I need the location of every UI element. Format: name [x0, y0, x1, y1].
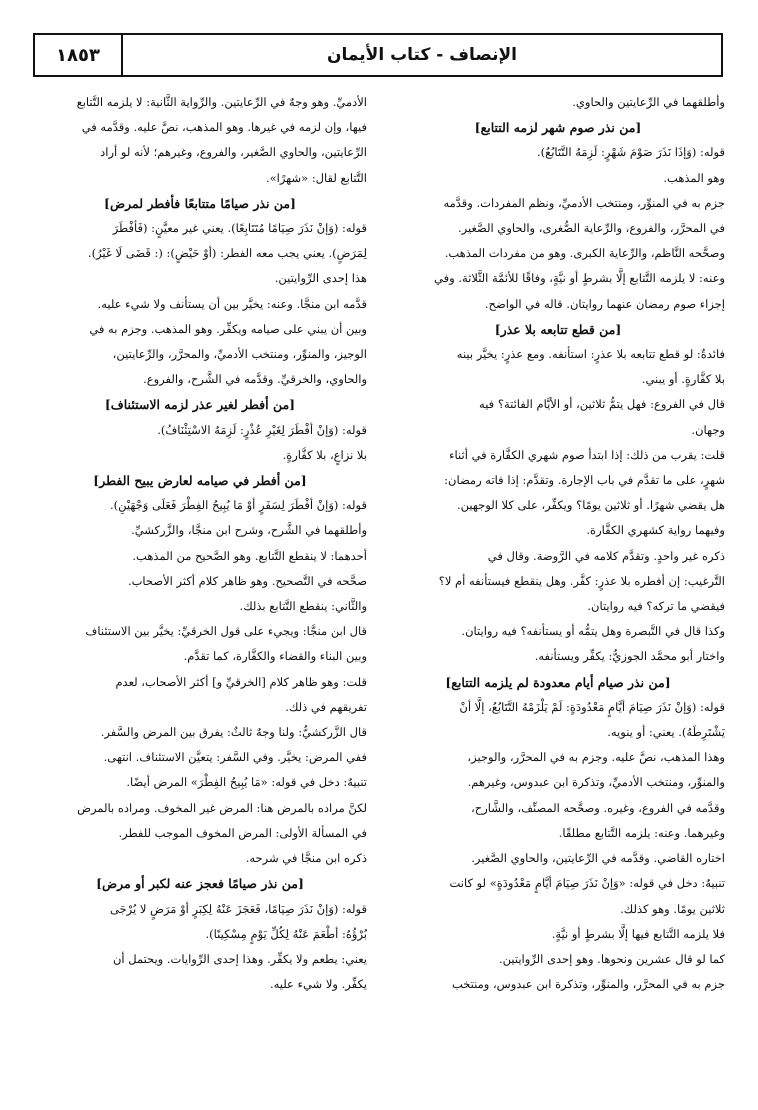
text-line: وقدَّمه في الفروع، وغيره. وصحَّحه المصنِّف، والشَّارح،	[471, 800, 725, 815]
text-line: أحدهما: لا ينقطع التَّتابع. وهو الصَّحيح من المذهب.	[132, 548, 367, 563]
text-line: والثَّاني: ينقطع التَّتابع بذلك.	[239, 599, 367, 614]
text-line: هذا إحدى الرِّوايتين.	[274, 271, 367, 286]
left-text-column	[33, 90, 367, 1100]
page-title: الإنصاف - كتاب الأيمان	[327, 45, 518, 65]
text-line: قال في الفروع: فهل يتمُّ ثلاثين، أو الأيَّام الفائتة؟ فيه	[479, 397, 725, 412]
text-line: قوله: (وَإنْ أفْطَرَ لِغَيْرِ عُذْرٍ: لَزِمَهُ الاسْتِئْنَافُ).	[157, 422, 367, 437]
page-number: ١٨٥٣	[56, 44, 100, 66]
text-line: ذكره غير واحدٍ. وتقدَّم كلامه في الرَّوضة. وقال في	[487, 548, 725, 563]
text-line: قوله: (وَإذَا نَذَرَ صَوْمَ شَهْرٍ: لَزِمَهُ التَّتَابُعُ).	[536, 145, 725, 160]
text-line: وأطلقهما في الشَّرح، وشرح ابن منجَّا، والزَّركشيِّ.	[131, 523, 367, 538]
text-line: هل يقضي شهرًا. أو ثلاثين يومًا؟ ويكفِّر، على كلا الوجهين.	[456, 498, 725, 513]
text-line: قوله: (وَإنْ نَذَرَ صِيَامًا، فَعَجَزَ عَنْهُ لِكِبَرٍ أوْ مَرَضٍ لا يُرْجَى	[109, 901, 367, 916]
section-heading: [من نذر صيامًا فعجز عنه لكبر أو مرض]	[96, 876, 304, 892]
text-line: والحاوي، والخرقيِّ. وقدَّمه في الشَّرح، والفروع.	[143, 372, 367, 387]
text-line: وفيهما رواية كشهري الكفَّارة.	[586, 523, 725, 538]
text-line: كما لو قال عشرين ونحوها. وهو إحدى الرِّوايتين.	[498, 951, 725, 966]
text-line: وغيرهما. وعنه: يلزمه التَّتابع مطلقًا.	[558, 825, 725, 840]
text-line: في المحرَّر، والفروع، والرِّعاية الصُّغرى، والحاوي الصَّغير.	[458, 221, 725, 236]
text-line: في المسألة الأولى: المرض المخوف الموجب للفطر.	[118, 825, 367, 840]
text-line: وهذا المذهب، نصَّ عليه. وجزم به في المحرَّر، والوجيز،	[467, 750, 725, 765]
text-line: قال ابن منجَّا: ويجيء على قول الخرقيِّ: يخيَّر بين الاستئناف	[85, 624, 367, 639]
text-line: فيقضي ما تركه؟ فيه روايتان.	[587, 599, 725, 614]
text-line: إجزاء صوم رمضان عنهما روايتان. قاله في الواضح.	[484, 296, 725, 311]
text-line: تفريقهم في ذلك.	[285, 699, 367, 714]
text-line: بلا نزاعٍ، بلا كفَّارةٍ.	[282, 447, 367, 462]
section-heading: [من نذر صيامًا متتابعًا فأفطر لمرض]	[104, 195, 296, 211]
text-line: جزم به في المحرَّر، والمنوِّر، وتذكرة ابن عبدوس، ومنتخب	[451, 977, 725, 992]
text-line: يكفِّر. ولا شيء عليه.	[269, 977, 367, 992]
text-line: قلت: يقرب من ذلك: إذا ابتدأ صوم شهري الكفَّارة في أثناء	[449, 447, 725, 462]
text-line: ثلاثين يومًا. وهو كذلك.	[620, 901, 725, 916]
header-divider	[121, 35, 123, 75]
text-line: وعنه: لا يلزمه التَّتابع إلَّا بشرطٍ أو نيَّةٍ، وفاقًا للأئمَّة الثَّلاثة. وفي	[434, 271, 725, 286]
section-heading: [من نذر صوم شهر لزمه التتابع]	[474, 120, 642, 136]
text-line: قوله: (وَإنْ نَذَرَ صِيَامًا مُتَتَابِعًا). يعني غير معيَّنٍ: (فَأفْطَرَ	[112, 221, 367, 236]
text-line: تنبيهٌ: دخل في قوله: «وَإنْ نَذَرَ صِيَامَ أيَّامٍ مَعْدُودَةٍ» لو كانت	[449, 876, 725, 891]
right-text-column	[391, 90, 725, 1100]
section-heading: [من أفطر لغير عذر لزمه الاستئناف]	[104, 397, 296, 413]
text-line: قلت: وهو ظاهر كلام [الخرقيِّ و] أكثر الأصحاب، لعدم	[115, 674, 367, 689]
text-line: لكنَّ مراده بالمرض هنا: المرض غير المخوف. ومراده بالمرض	[77, 800, 367, 815]
text-line: بُرْؤُهُ: أطْعَمَ عَنْهُ لِكُلِّ يَوْمٍ مِسْكِينًا).	[205, 926, 367, 941]
text-line: يعني: يطعم ولا يكفِّر. وهذا إحدى الرِّوايات. ويحتمل أن	[112, 951, 367, 966]
text-line: جزم به في المنوِّر، ومنتخب الأدميِّ، ونظم المفردات. وقدَّمه	[443, 195, 725, 210]
text-line: والمنوِّر، ومنتخب الأدميِّ، وتذكرة ابن عبدوس، وغيرهم.	[467, 775, 725, 790]
text-line: وبين أن يبني على صيامه ويكفِّر. وهو المذهب. وجزم به في	[89, 321, 367, 336]
text-line: وكذا قال في التَّبصرة وهل يتمُّه أو يستأنفه؟ فيه روايتان.	[461, 624, 725, 639]
text-line: تنبيهٌ: دخل في قوله: «مَا يُبِيحُ الفِطْرَ» المرض أيضًا.	[126, 775, 367, 790]
text-line: واختار أبو محمَّد الجوزيُّ: يكفِّر ويستأنفه.	[534, 649, 725, 664]
text-line: وبين البناء والقضاء والكفَّارة، كما تقدَّم.	[183, 649, 367, 664]
section-heading: [من نذر صيام أيام معدودة لم يلزمه التتابع]	[445, 674, 671, 690]
text-line: وأطلقهما في الرِّعايتين والحاوي.	[572, 95, 725, 109]
page-header	[33, 33, 723, 77]
text-line: وصحَّحه النَّاظم، والرِّعاية الكبرى. وهو من مفردات المذهب.	[444, 246, 725, 261]
text-line: قوله: (وَإنْ أفْطَرَ لِسَفَرٍ أوْ مَا يُبِيحُ الفِطْرَ فَعَلَى وَجْهَيْنِ).	[110, 498, 367, 513]
text-line: ففي المرض: يخيَّر. وفي السَّفر: يتعيَّن الاستئناف. انتهى.	[103, 750, 367, 765]
text-line: وجهان.	[691, 422, 725, 437]
text-line: بلا كفَّارةٍ. أو يبني.	[641, 372, 725, 387]
text-line: لِمَرَضٍ). يعني يجب معه الفطر: (أوْ حَيْضٍ): (: قَضَى لَا غَيْرُ).	[87, 246, 367, 261]
text-line: يَشْتَرِطَهُ). يعني: أو ينويه.	[607, 725, 725, 740]
text-line: التَّتابع لقال: «شهرًا».	[265, 170, 367, 185]
text-line: قال الزَّركشيُّ: ولنا وجهٌ ثالثٌ: يفرق بين المرض والسَّفر.	[100, 725, 367, 740]
text-line: صحَّحه في التَّصحيح. وهو ظاهر كلام أكثر الأصحاب.	[127, 573, 367, 588]
text-line: قوله: (وَإنْ نَذَرَ صِيَامَ أيَّامٍ مَعْدُودَةٍ: لَمْ يَلْزَمْهُ التَّتَابُعُ، إلَّا أنْ	[459, 699, 725, 714]
section-heading: [من قطع تتابعه بلا عذر]	[494, 321, 622, 337]
text-line: اختاره القاضي. وقدَّمه في الرِّعايتين، والحاوي الصَّغير.	[471, 851, 725, 866]
text-line: الأدميِّ. وهو وجهٌ في الرِّعايتين. والرِّواية الثَّانية: لا يلزمه التَّتابع	[76, 95, 367, 109]
text-line: فيها، وإن لزمه في غيرها. وهو المذهب، نصَّ عليه. وقدَّمه في	[81, 120, 367, 135]
text-line: شهرٍ، على ما تقدَّم في باب الإجارة. وتقدَّم: إذا فاته رمضان:	[444, 473, 725, 488]
section-heading: [من أفطر في صيامه لعارض يبيح الفطر]	[93, 473, 307, 489]
text-line: الرِّعايتين، والحاوي الصَّغير، والفروع، وغيرهم؛ لأنه لو أراد	[100, 145, 367, 160]
text-line: قدَّمه ابن منجَّا. وعنه: يخيَّر بين أن يستأنف ولا شيء عليه.	[97, 296, 367, 311]
text-line: التَّرغيب: إن أفطره بلا عذرٍ: كفَّر. وهل ينقطع فيستأنفه أم لا؟	[438, 573, 725, 588]
text-line: وهو المذهب.	[663, 170, 725, 185]
text-line: ذكره ابن منجَّا في شرحه.	[245, 851, 367, 866]
text-line: فلا يلزمه التَّتابع فيها إلَّا بشرطٍ أو نيَّةٍ.	[551, 926, 725, 941]
text-line: الوجيز، والمنوِّر، ومنتخب الأدميِّ، والمحرَّر، والرِّعايتين،	[112, 347, 367, 362]
text-line: فائدةٌ: لو قطع تتابعه بلا عذرٍ: استأنفه. ومع عذرٍ: يخيَّر بينه	[456, 347, 725, 362]
